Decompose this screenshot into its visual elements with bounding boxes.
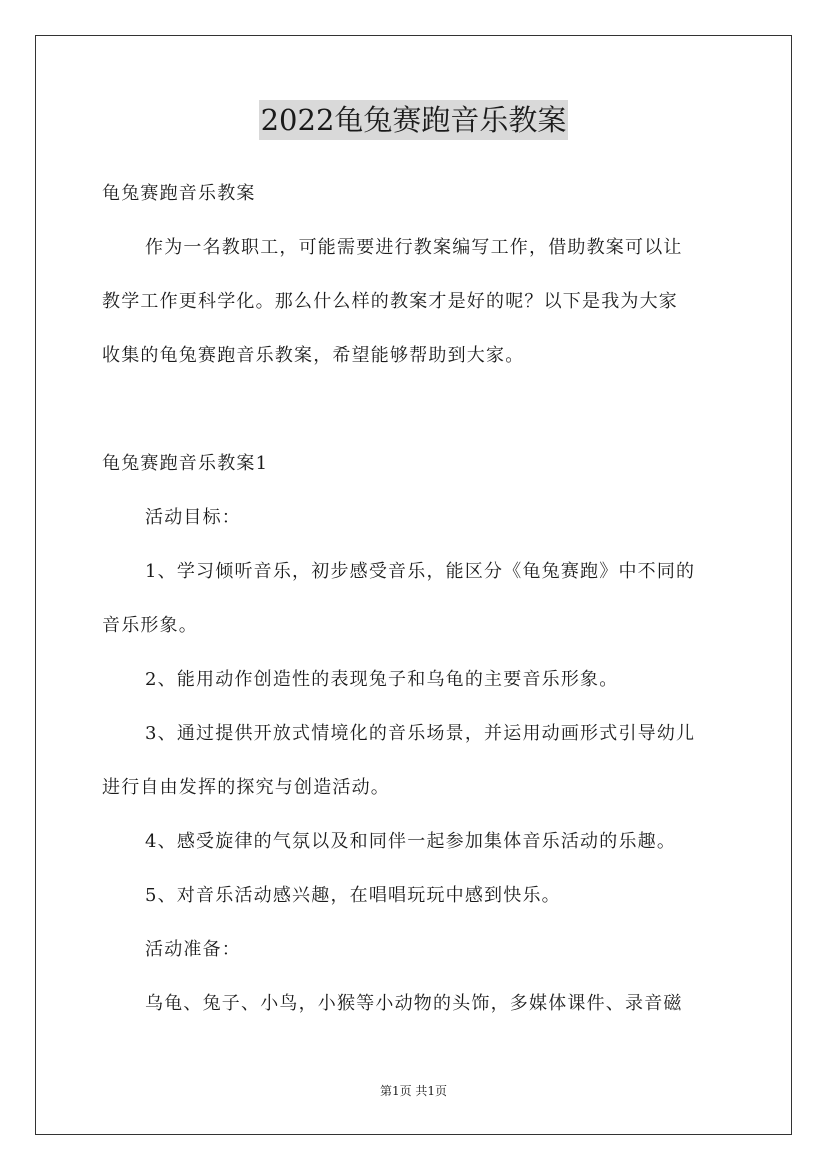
objective-3-line-1: 3、通过提供开放式情境化的音乐场景，并运用动画形式引导幼儿 xyxy=(145,723,696,744)
objectives-heading: 活动目标： xyxy=(145,507,241,528)
subtitle: 龟兔赛跑音乐教案 xyxy=(102,183,256,204)
objective-1-line-2: 音乐形象。 xyxy=(102,615,198,636)
objective-3-line-2: 进行自由发挥的探究与创造活动。 xyxy=(102,777,390,798)
intro-line-2: 教学工作更科学化。那么什么样的教案才是好的呢？以下是我为大家 xyxy=(102,291,678,312)
document-title: 2022龟兔赛跑音乐教案 xyxy=(259,100,569,140)
objective-1-line-1: 1、学习倾听音乐，初步感受音乐，能区分《龟兔赛跑》中不同的 xyxy=(145,561,696,582)
title-container xyxy=(0,100,827,140)
objective-2: 2、能用动作创造性的表现兔子和乌龟的主要音乐形象。 xyxy=(145,669,619,690)
intro-line-1: 作为一名教职工，可能需要进行教案编写工作，借助教案可以让 xyxy=(145,237,683,258)
objective-5: 5、对音乐活动感兴趣，在唱唱玩玩中感到快乐。 xyxy=(145,885,561,906)
section-heading: 龟兔赛跑音乐教案1 xyxy=(102,453,269,474)
preparation-line-1: 乌龟、兔子、小鸟，小猴等小动物的头饰，多媒体课件、录音磁 xyxy=(145,993,683,1014)
intro-line-3: 收集的龟兔赛跑音乐教案，希望能够帮助到大家。 xyxy=(102,345,525,366)
preparation-heading: 活动准备： xyxy=(145,939,241,960)
objective-4: 4、感受旋律的气氛以及和同伴一起参加集体音乐活动的乐趣。 xyxy=(145,831,677,852)
page-footer: 第1页 共1页 xyxy=(379,1084,448,1098)
